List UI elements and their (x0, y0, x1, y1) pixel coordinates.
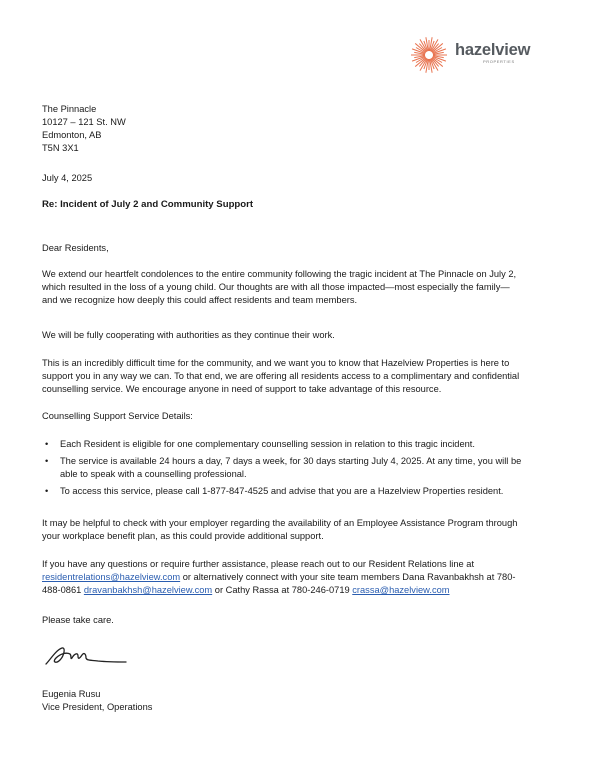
list-item-line: able to speak with a counselling professional. (60, 469, 247, 479)
paragraph-line: support you in any way we can. To that end, we are offering all residents access to a complimentary and confidential (42, 371, 520, 381)
paragraph-eap (42, 517, 568, 543)
address-line: The Pinnacle (42, 104, 97, 114)
paragraph-contact (42, 558, 568, 597)
letter-date: July 4, 2025 (42, 173, 93, 183)
bullet-icon: • (45, 456, 49, 466)
signer-name: Eugenia Rusu (42, 689, 101, 699)
address-line: 10127 – 121 St. NW (42, 117, 126, 127)
paragraph-line: and we recognize how deeply this could affect residents and team members. (42, 295, 358, 305)
paragraph-line: If you have any questions or require further assistance, please reach out to our Resident Relations line at (42, 559, 475, 569)
signature-image (42, 640, 132, 670)
logo-subtitle: PROPERTIES (483, 59, 515, 64)
closing: Please take care. (42, 615, 114, 625)
paragraph-line: It may be helpful to check with your employer regarding the availability of an Employee Assistance Program through (42, 518, 518, 528)
details-title: Counselling Support Service Details: (42, 411, 193, 421)
bullet-icon: • (45, 439, 49, 449)
paragraph-line: which resulted in the loss of a young child. Our thoughts are with all those impacted—most especially the family— (42, 282, 510, 292)
paragraph-condolences (42, 268, 568, 307)
paragraph-cooperation: We will be fully cooperating with authorities as they continue their work. (42, 330, 335, 340)
address-line: T5N 3X1 (42, 143, 79, 153)
details-list (42, 438, 572, 502)
signer-title: Vice President, Operations (42, 702, 153, 712)
paragraph-line: This is an incredibly difficult time for the community, and we want you to know that Hazelview Properties is here to (42, 358, 510, 368)
company-logo (410, 36, 535, 74)
contact-text: or Cathy Rassa at 780-246-0719 (212, 585, 353, 595)
paragraph-line: your workplace benefit plan, as this could provide additional support. (42, 531, 324, 541)
bullet-icon: • (45, 486, 49, 496)
logo-wordmark: hazelview (455, 41, 531, 59)
contact-text: 488-0861 (42, 585, 84, 595)
signature-block (42, 688, 568, 714)
paragraph-support (42, 357, 568, 396)
dana-email-link[interactable]: dravanbakhsh@hazelview.com (83, 585, 213, 595)
paragraph-line (42, 571, 568, 584)
cathy-email-link[interactable]: crassa@hazelview.com (352, 585, 450, 595)
list-item (42, 485, 572, 498)
list-item-line: Each Resident is eligible for one complementary counselling session in relation to this tragic incident. (60, 439, 475, 449)
list-item-line: The service is available 24 hours a day, 7 days a week, for 30 days starting July 4, 2025. At any time, you will be (60, 456, 522, 466)
contact-text: or alternatively connect with your site team members Dana Ravanbakhsh at 780- (180, 572, 516, 582)
paragraph-line: We extend our heartfelt condolences to the entire community following the tragic incident at The Pinnacle on July 2, (42, 269, 517, 279)
paragraph-line (42, 584, 568, 597)
address-line: Edmonton, AB (42, 130, 102, 140)
letter-subject: Re: Incident of July 2 and Community Support (42, 199, 254, 210)
list-item-line: To access this service, please call 1-877-847-4525 and advise that you are a Hazelview Properties resident. (60, 486, 504, 496)
recipient-address (42, 103, 568, 155)
salutation: Dear Residents, (42, 243, 109, 253)
resident-relations-email-link[interactable]: residentrelations@hazelview.com (42, 572, 181, 582)
paragraph-line: counselling service. We encourage anyone in need of support to take advantage of this resource. (42, 384, 442, 394)
list-item (42, 455, 572, 481)
list-item (42, 438, 572, 451)
sunburst-icon (410, 36, 448, 74)
